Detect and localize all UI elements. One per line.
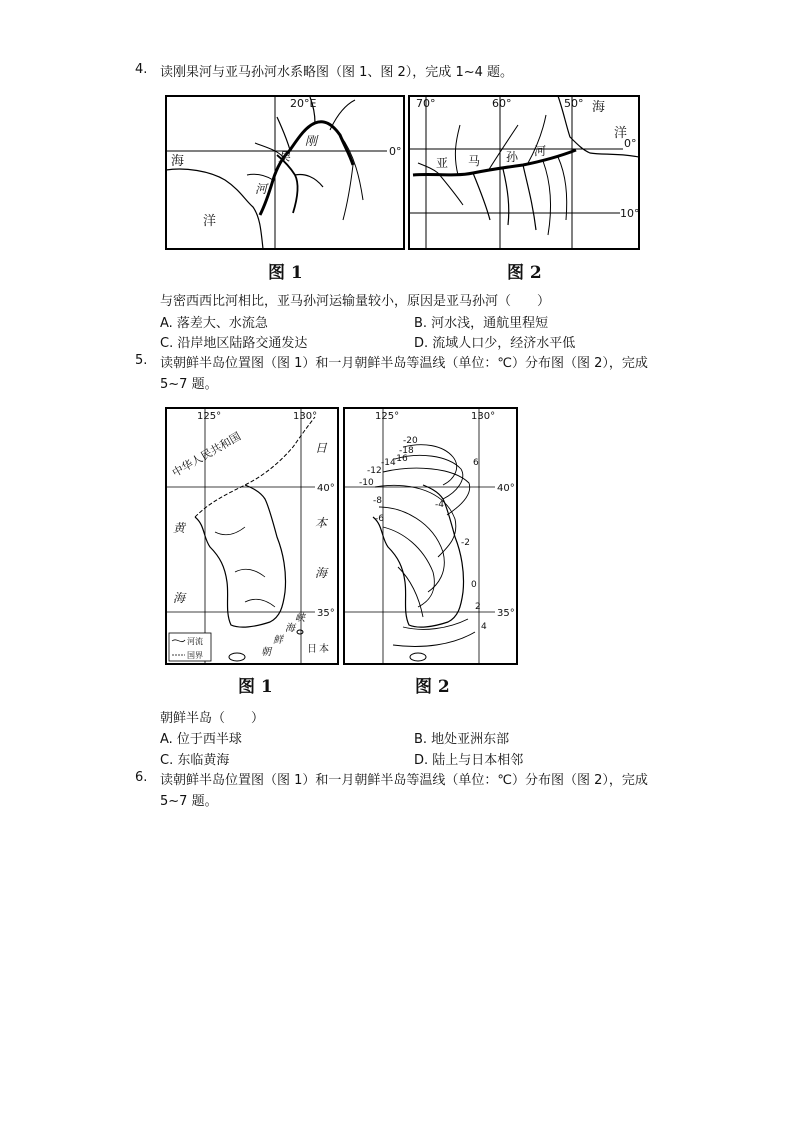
map-name-ben: 本 (315, 516, 328, 530)
map-name-xian: 鲜 (273, 635, 283, 646)
legend-border: 国界 (187, 651, 203, 660)
isotherm-label: 0 (471, 580, 477, 590)
isotherm-label: -4 (435, 500, 444, 510)
option-b[interactable]: B. 地处亚洲东部 (414, 732, 510, 747)
map-name-ocean: 洋 (614, 126, 628, 141)
map-name-ya: 亚 (436, 156, 449, 170)
question-number: 6. (135, 770, 148, 785)
option-d[interactable]: D. 流域人口少，经济水平低 (414, 336, 576, 351)
question-text: 读朝鲜半岛位置图（图 1）和一月朝鲜半岛等温线（单位：℃）分布图（图 2），完成 5~7 题。 (160, 773, 648, 809)
isotherm-label: -12 (367, 466, 382, 476)
option-d[interactable]: D. 陆上与日本相邻 (414, 753, 524, 768)
question-text: 读刚果河与亚马孙河水系略图（图 1、图 2），完成 1~4 题。 (160, 65, 514, 80)
latitude-35-label: 35° (317, 608, 335, 619)
map-name-he: 河 (534, 144, 547, 158)
latitude-10-label: 10° (620, 207, 640, 220)
question-prompt: 与密西西比河相比，亚马孙河运输量较小，原因是亚马孙河（ ） (160, 294, 551, 309)
longitude-130-label: 130° (293, 411, 318, 422)
isotherm-label: -6 (375, 514, 384, 524)
option-a[interactable]: A. 落差大、水流急 (160, 316, 268, 331)
map-name-japan-ri: 日 (307, 644, 317, 655)
figure-amazon-river-map (408, 95, 640, 250)
map-name-he: 河 (255, 182, 268, 196)
map-name-yellow-hai: 海 (173, 591, 186, 605)
isotherm-label: 2 (475, 602, 481, 612)
isotherm-label: 4 (481, 622, 487, 632)
map-name-huang: 黄 (173, 521, 186, 535)
longitude-60-label: 60° (492, 97, 512, 110)
figure-2-label: 图 2 (415, 677, 450, 697)
latitude-35-label: 35° (497, 608, 515, 619)
isotherm-label: -10 (359, 478, 374, 488)
map-name-hai: 海 (315, 566, 328, 580)
latitude-40-label: 40° (497, 483, 515, 494)
latitude-label: 0° (389, 145, 402, 158)
option-c[interactable]: C. 沿岸地区陆路交通发达 (160, 336, 308, 351)
map-name-ma: 马 (468, 154, 481, 168)
latitude-40-label: 40° (317, 483, 335, 494)
longitude-50-label: 50° (564, 97, 584, 110)
isotherm-label: -8 (373, 496, 382, 506)
question-prompt: 朝鲜半岛（ ） (160, 711, 265, 726)
figure-1-label: 图 1 (238, 677, 273, 697)
isotherm-label: 6 (473, 458, 479, 468)
map-name-xia: 峡 (295, 613, 305, 624)
option-b[interactable]: B. 河水浅，通航里程短 (414, 316, 549, 331)
question-text: 读朝鲜半岛位置图（图 1）和一月朝鲜半岛等温线（单位：℃）分布图（图 2），完成 5~7 题。 (160, 356, 648, 392)
map-name-china: 中华人民共和国 (170, 429, 244, 480)
option-c[interactable]: C. 东临黄海 (160, 753, 230, 768)
isotherm-label: -14 (381, 458, 396, 468)
question-number: 5. (135, 353, 148, 368)
map-name-japan-ben: 本 (319, 644, 329, 655)
question-number: 4. (135, 62, 148, 77)
longitude-label: 20°E (290, 97, 317, 110)
figure-1-label: 图 1 (268, 263, 303, 283)
map-name-sun: 孙 (506, 150, 519, 164)
figure-2-label: 图 2 (507, 263, 542, 283)
figure-congo-river-map (165, 95, 405, 250)
longitude-125-label: 125° (375, 411, 400, 422)
map-name-ocean: 洋 (203, 214, 217, 229)
map-name-chao: 朝 (261, 647, 271, 658)
longitude-70-label: 70° (416, 97, 436, 110)
longitude-125-label: 125° (197, 411, 222, 422)
map-name-ri: 日 (315, 441, 328, 455)
figure-korea-isotherm-map (343, 407, 518, 665)
figure-korea-location-map (165, 407, 339, 665)
map-name-guo: 果 (278, 150, 291, 164)
map-name-strait-hai: 海 (285, 623, 295, 634)
map-name-sea: 海 (592, 100, 606, 115)
map-name-sea: 海 (171, 154, 185, 169)
latitude-0-label: 0° (624, 137, 637, 150)
map-name-gang: 刚 (305, 134, 318, 148)
option-a[interactable]: A. 位于西半球 (160, 732, 242, 747)
isotherm-label: -2 (461, 538, 470, 548)
isotherm-label: -16 (393, 454, 408, 464)
longitude-130-label: 130° (471, 411, 496, 422)
legend-river: 河流 (187, 637, 203, 646)
isotherm-label: -20 (403, 436, 418, 446)
isotherm-label: -18 (399, 446, 414, 456)
